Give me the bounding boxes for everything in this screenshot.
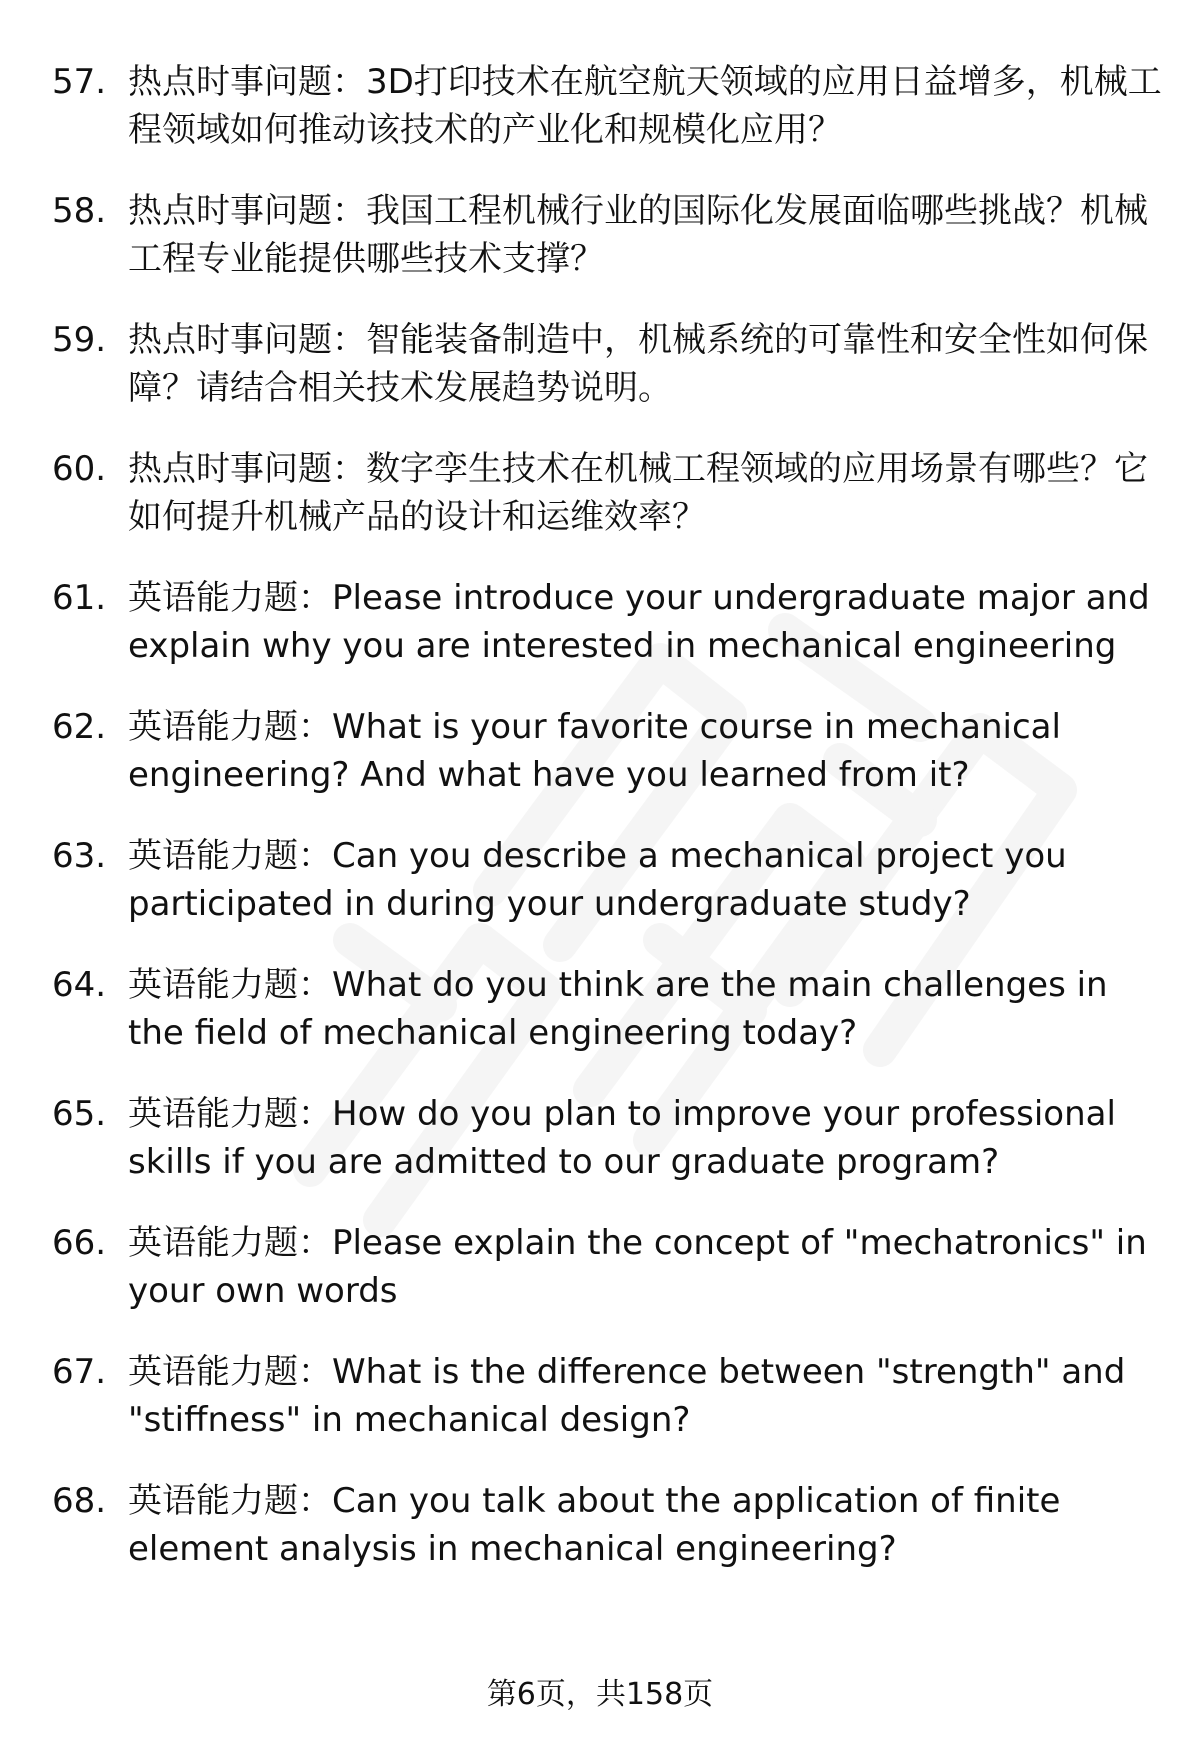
question-number: 65.	[52, 1094, 107, 1134]
question-item-67	[52, 1348, 1162, 1444]
question-number: 66.	[52, 1223, 107, 1263]
question-number: 67.	[52, 1352, 107, 1392]
page-number-text: 第6页，共158页	[486, 1677, 714, 1712]
question-text: 英语能力题：Please introduce your undergraduate major and explain why you are interested in mechanical engineering	[128, 578, 1150, 666]
question-item-58	[52, 187, 1162, 283]
question-text: 英语能力题：What do you think are the main challenges in the field of mechanical engineering today?	[128, 965, 1108, 1053]
question-item-63	[52, 832, 1162, 928]
question-text: 英语能力题：Can you talk about the application of finite element analysis in mechanical engineering?	[128, 1481, 1061, 1569]
question-number: 62.	[52, 707, 107, 747]
question-item-68	[52, 1477, 1162, 1573]
question-number: 63.	[52, 836, 107, 876]
question-text: 英语能力题：How do you plan to improve your professional skills if you are admitted to our graduate program?	[128, 1094, 1116, 1182]
question-text: 热点时事问题：我国工程机械行业的国际化发展面临哪些挑战？机械工程专业能提供哪些技术支撑？	[128, 191, 1148, 279]
question-item-59	[52, 316, 1162, 412]
question-text: 英语能力题：Please explain the concept of "mechatronics" in your own words	[128, 1223, 1147, 1311]
question-item-66	[52, 1219, 1162, 1315]
question-text: 英语能力题：Can you describe a mechanical project you participated in during your undergraduate study?	[128, 836, 1067, 924]
question-item-57	[52, 58, 1162, 154]
question-number: 57.	[52, 62, 107, 102]
question-list	[52, 58, 1162, 1606]
question-number: 58.	[52, 191, 107, 231]
question-number: 59.	[52, 320, 107, 360]
question-number: 68.	[52, 1481, 107, 1521]
question-text: 热点时事问题：3D打印技术在航空航天领域的应用日益增多，机械工程领域如何推动该技术的产业化和规模化应用？	[128, 62, 1162, 150]
question-number: 64.	[52, 965, 107, 1005]
question-item-61	[52, 574, 1162, 670]
page-footer	[0, 1675, 1200, 1715]
question-text: 英语能力题：What is the difference between "strength" and "stiffness" in mechanical design?	[128, 1352, 1126, 1440]
question-text: 英语能力题：What is your favorite course in mechanical engineering? And what have you learned from it?	[128, 707, 1061, 795]
question-item-65	[52, 1090, 1162, 1186]
question-text: 热点时事问题：数字孪生技术在机械工程领域的应用场景有哪些？它如何提升机械产品的设计和运维效率？	[128, 449, 1148, 537]
question-number: 61.	[52, 578, 107, 618]
question-item-62	[52, 703, 1162, 799]
question-item-60	[52, 445, 1162, 541]
question-number: 60.	[52, 449, 107, 489]
question-item-64	[52, 961, 1162, 1057]
question-text: 热点时事问题：智能装备制造中，机械系统的可靠性和安全性如何保障？请结合相关技术发展趋势说明。	[128, 320, 1148, 408]
